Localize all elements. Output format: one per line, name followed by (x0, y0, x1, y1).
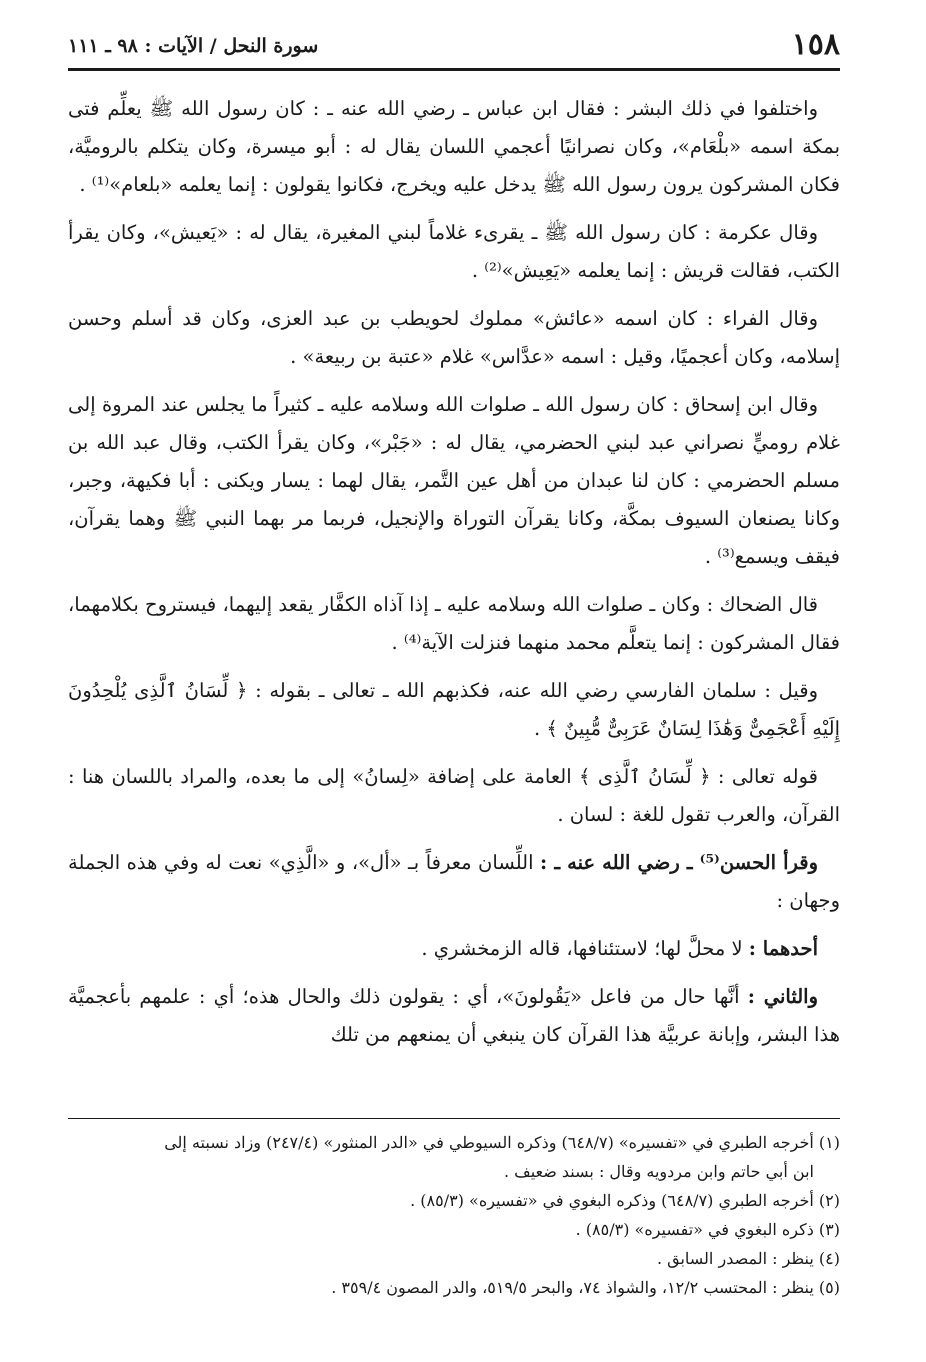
first-lead: أحدهما : (748, 937, 818, 960)
paragraph-hasan (68, 844, 840, 920)
header-rule (68, 68, 840, 71)
first-text: لا محلَّ لها؛ لاستئنافها، قاله الزمخشري . (421, 937, 743, 960)
paragraph-ikrima: وقال عكرمة : كان رسول الله ﷺ ـ يقرىء غلاماً لبني المغيرة، يقال له : «يَعيش»، وكان يقرأ الكتب، فقالت قريش : إنما يعلمه «يَعِيش»⁽²⁾ . (68, 221, 840, 282)
footnote-1-text: (١) أخرجه الطبري في «تفسيره» (٦٤٨/٧) وذكره السيوطي في «الدر المنثور» (٢٤٧/٤) وزاد نسبته إلى (164, 1133, 840, 1152)
footnote-1-continuation: ابن أبي حاتم وابن مردويه وقال : بسند ضعيف . (503, 1162, 814, 1181)
footnote-rule (68, 1118, 840, 1119)
footnote-2: (٢) أخرجه الطبري (٦٤٨/٧) وذكره البغوي في «تفسيره» (٨٥/٣) . (410, 1191, 840, 1210)
main-text (68, 90, 840, 1064)
paragraph-first-view (68, 930, 840, 968)
second-text: أنَّها حال من فاعل «يَقُولونَ»، أي : يقولون ذلك والحال هذه؛ أي : علمهم بأعجميَّة هذا البشر، وإبانة عربيَّة هذا القرآن كان ينبغي أن يمنعهم من تلك (68, 985, 840, 1046)
second-lead: والثاني : (747, 985, 818, 1008)
footnote-3: (٣) ذكره البغوي في «تفسيره» (٨٥/٣) . (575, 1220, 840, 1239)
paragraph-salman: وقيل : سلمان الفارسي رضي الله عنه، فكذبهم الله ـ تعالى ـ بقوله : ﴿ لِّسَانُ ٱلَّذِى يُلْحِدُونَ إِلَيْهِ أَعْجَمِىٌّ وَهَٰذَا لِسَانٌ عَرَبِىٌّ مُّبِينٌ ﴾ . (68, 679, 840, 740)
footnotes (68, 1128, 840, 1302)
paragraph-ibn-abbas: واختلفوا في ذلك البشر : فقال ابن عباس ـ رضي الله عنه ـ : كان رسول الله ﷺ يعلِّم فتى بمكة اسمه «بلْعَام»، وكان نصرانيًا أعجمي اللسان يقال له : أبو ميسرة، وكان يتكلم بالروميَّة، فكان المشركون يرون رسول الله ﷺ يدخل عليه ويخرج، فكانوا يقولون : إنما يعلمه «بلعام»⁽¹⁾ . (68, 97, 840, 196)
hasan-text: اللِّسان معرفاً بـ «أل»، و «الَّذِي» نعت له وفي هذه الجملة وجهان : (68, 851, 840, 912)
footnote-5: (٥) ينظر : المحتسب ١٢/٢، والشواذ ٧٤، والبحر ٥١٩/٥، والدر المصون ٣٥٩/٤ . (331, 1278, 840, 1297)
page (68, 28, 840, 1338)
page-header (68, 28, 840, 64)
paragraph-tafsir: قوله تعالى : ﴿ لِّسَانُ ٱلَّذِى ﴾ العامة على إضافة «لِسانُ» إلى ما بعده، والمراد باللسان هنا : القرآن، والعرب تقول للغة : لسان . (68, 765, 840, 826)
paragraph-second-view (68, 978, 840, 1054)
footnote-1 (68, 1128, 840, 1186)
hasan-lead: وقرأ الحسن⁽⁵⁾ ـ رضي الله عنه ـ : (540, 851, 819, 874)
footnote-4: (٤) ينظر : المصدر السابق . (656, 1249, 840, 1268)
paragraph-dahhak: قال الضحاك : وكان ـ صلوات الله وسلامه عليه ـ إذا آذاه الكفَّار يقعد إليهما، فيستروح بكلامهما، فقال المشركون : إنما يتعلَّم محمد منهما فنزلت الآية⁽⁴⁾ . (68, 593, 840, 654)
running-title: سورة النحل / الآيات : ٩٨ ـ ١١١ (68, 35, 319, 57)
paragraph-ibn-ishaq: وقال ابن إسحاق : كان رسول الله ـ صلوات الله وسلامه عليه ـ كثيراً ما يجلس عند المروة إلى غلام روميٍّ نصراني عبد لبني الحضرمي، يقال له : «جَبْر»، وكان يقرأ الكتب، وقال عبد الله بن مسلم الحضرمي : كان لنا عبدان من أهل عين التَّمر، يقال لهما : يسار ويكنى : أبا فكيهة، وجبر، وكانا يصنعان السيوف بمكَّة، وكانا يقرآن التوراة والإنجيل، فربما مر بهما النبي ﷺ وهما يقرآن، فيقف ويسمع⁽³⁾ . (68, 393, 840, 568)
page-number: ١٥٨ (791, 27, 840, 62)
paragraph-farra: وقال الفراء : كان اسمه «عائش» مملوك لحويطب بن عبد العزى، وكان قد أسلم وحسن إسلامه، وكان أعجميًا، وقيل : اسمه «عدَّاس» غلام «عتبة بن ربيعة» . (68, 307, 840, 368)
